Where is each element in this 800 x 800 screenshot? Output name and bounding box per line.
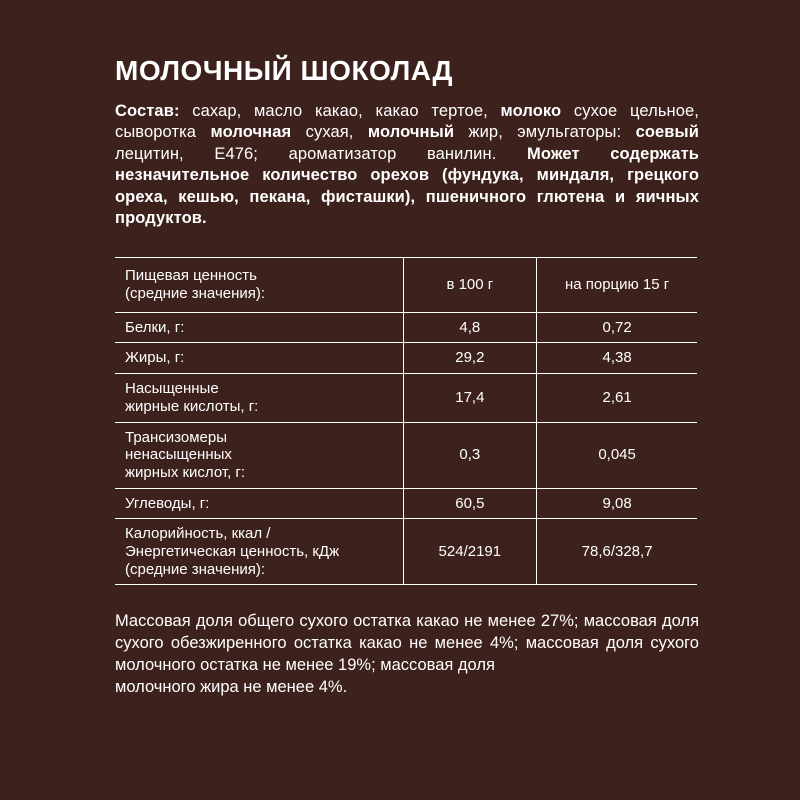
row-per100: 524/2191 [403, 519, 537, 585]
row-name-line-1: Трансизомеры [125, 428, 227, 446]
table-row [115, 374, 697, 422]
row-per100: 4,8 [403, 312, 537, 343]
ingredients-text-1: сахар, масло какао, какао тертое, [179, 101, 501, 120]
ingredients-text-3: сухая, [291, 123, 368, 142]
row-name-line-3: жирных кислот, г: [125, 463, 246, 481]
page-title: МОЛОЧНЫЙ ШОКОЛАД [115, 55, 453, 86]
table-row [115, 422, 697, 488]
row-portion: 2,61 [537, 374, 697, 422]
row-name [115, 343, 403, 374]
table-header-row [115, 258, 697, 312]
row-name-line-3: (средние значения): [125, 560, 266, 578]
ingredients-bold-3: молочный [367, 123, 455, 142]
row-portion: 9,08 [537, 488, 697, 519]
row-name-line-2: Энергетическая ценность, кДж [125, 542, 340, 560]
ingredients-paragraph [115, 101, 699, 230]
row-name-line-1: Калорийность, ккал / [125, 525, 271, 543]
table-row [115, 488, 697, 519]
ingredients-text-4: жир, эмульгаторы: [454, 123, 636, 142]
cocoa-content-note [115, 611, 699, 698]
row-portion: 4,38 [537, 343, 697, 374]
ingredients-text-2: сухое цельное, сыворотка [115, 101, 699, 142]
row-name-line-1: Углеводы, г: [125, 494, 210, 512]
row-name-line-2: ненасыщенных [125, 446, 232, 464]
table-row [115, 519, 697, 585]
header-cell-name [115, 258, 403, 312]
table-row [115, 343, 697, 374]
header-name-line-2: (средние значения): [125, 285, 266, 303]
cocoa-note-block: Массовая доля общего сухого остатка какао не менее 27%; массовая доля сухого обезжиренного остатка какао не менее 4%; массовая доля сухого молочного остатка не менее 19%; массовая доля [115, 612, 699, 674]
row-per100: 60,5 [403, 488, 537, 519]
ingredients-bold-4: соевый [635, 123, 699, 142]
row-name [115, 488, 403, 519]
allergen-warning: Может содержать незначительное количество орехов (фундука, миндаля, грецкого ореха, кешью, пекана, фисташки), пшеничного глютена и яичных продуктов. [115, 144, 700, 227]
header-cell-portion: на порцию 15 г [537, 258, 697, 312]
row-portion: 0,045 [537, 422, 697, 488]
row-name [115, 422, 403, 488]
table-row [115, 312, 697, 343]
row-name-line-1: Насыщенные [125, 380, 219, 398]
row-name-line-1: Белки, г: [125, 318, 185, 336]
row-per100: 17,4 [403, 374, 537, 422]
row-name-line-2: жирные кислоты, г: [125, 397, 259, 415]
row-name [115, 312, 403, 343]
header-cell-per100: в 100 г [403, 258, 537, 312]
header-name-line-1: Пищевая ценность [125, 267, 257, 285]
row-portion: 78,6/328,7 [537, 519, 697, 585]
nutrition-table [115, 257, 697, 585]
row-name-line-1: Жиры, г: [125, 349, 185, 367]
ingredients-text-5: лецитин, Е476; ароматизатор ванилин. [115, 144, 528, 163]
row-per100: 29,2 [403, 343, 537, 374]
row-name [115, 519, 403, 585]
row-name [115, 374, 403, 422]
row-portion: 0,72 [537, 312, 697, 343]
ingredients-bold-1: молоко [500, 101, 562, 120]
cocoa-note-last-line: молочного жира не менее 4%. [115, 677, 348, 696]
row-per100: 0,3 [403, 422, 537, 488]
ingredients-bold-2: молочная [210, 123, 292, 142]
ingredients-label: Состав: [115, 101, 180, 120]
